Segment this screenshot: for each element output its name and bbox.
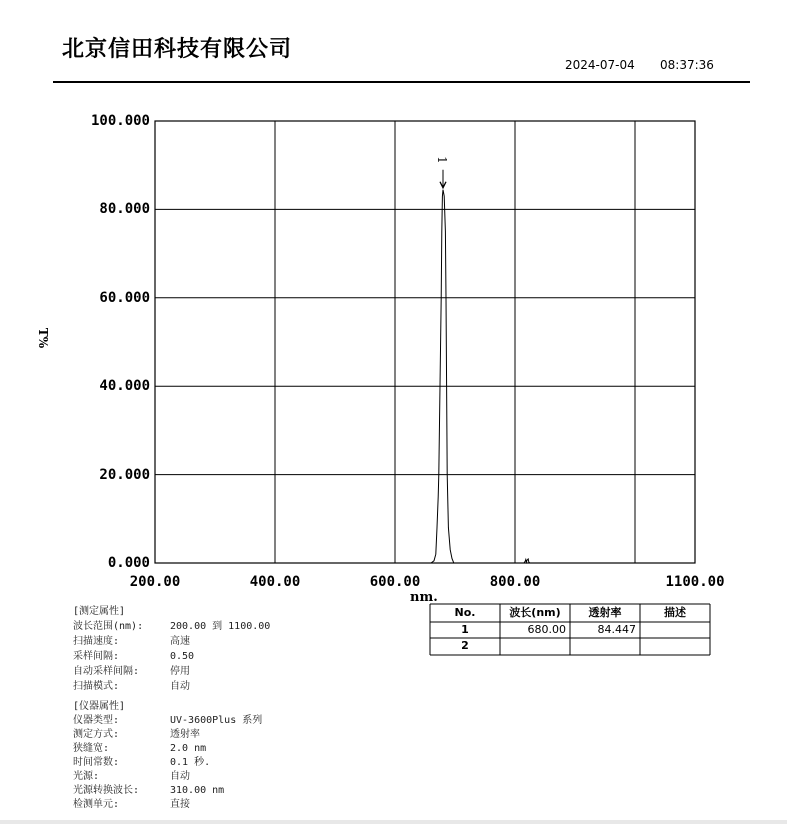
y-tick-label: 80.000 (99, 201, 150, 218)
prop-value: 自动 (170, 681, 190, 692)
header-transmittance: 透射率 (588, 606, 622, 619)
prop-value: 0.50 (170, 651, 195, 662)
spectrum-line (155, 190, 695, 563)
prop-label: 光源: (73, 771, 100, 782)
prop-value: 0.1 秒. (170, 757, 211, 768)
y-tick-label: 0.000 (107, 555, 150, 571)
x-tick-label: 200.00 (129, 574, 181, 590)
x-axis-label: nm. (410, 590, 438, 605)
prop-label: 扫描模式: (73, 681, 120, 692)
prop-value: 高速 (170, 636, 190, 647)
company-title: 北京信田科技有限公司 (62, 37, 293, 62)
y-tick-label: 20.000 (99, 466, 150, 483)
horizontal-scrollbar[interactable] (0, 820, 787, 824)
prop-label: 测定方式: (73, 729, 120, 740)
prop-label: 仪器类型: (73, 715, 120, 726)
prop-value: 自动 (170, 771, 190, 782)
prop-value: 310.00 nm (170, 785, 225, 796)
x-tick-label: 600.00 (369, 574, 421, 590)
measure-section-title: [测定属性] (73, 606, 126, 617)
x-tick-label: 1100.00 (665, 574, 725, 590)
x-tick-label: 800.00 (489, 574, 541, 590)
y-axis-label: T% (36, 327, 51, 349)
prop-label: 波长范围(nm): (73, 621, 144, 632)
cell-wavelength: 680.00 (527, 623, 566, 636)
y-tick-label: 60.000 (99, 289, 150, 306)
header-divider (53, 81, 750, 83)
instrument-section-title: [仪器属性] (73, 701, 126, 712)
prop-label: 扫描速度: (73, 636, 120, 647)
prop-label: 光源转换波长: (73, 785, 140, 796)
prop-label: 自动采样间隔: (73, 666, 140, 677)
prop-label: 检测单元: (73, 799, 120, 810)
cell-transmittance: 84.447 (597, 623, 636, 636)
peak-label: 1 (434, 155, 449, 164)
plot-frame (155, 121, 695, 563)
prop-value: 停用 (170, 666, 190, 677)
prop-value: 2.0 nm (170, 743, 207, 754)
cell-no: 1 (461, 623, 469, 636)
prop-label: 时间常数: (73, 757, 120, 768)
header-wavelength: 波长(nm) (509, 606, 561, 619)
prop-value: UV-3600Plus 系列 (170, 715, 263, 726)
prop-label: 狭缝宽: (73, 743, 110, 754)
cell-no: 2 (461, 639, 469, 652)
header-description: 描述 (664, 606, 686, 619)
report-time: 08:37:36 (660, 58, 714, 72)
report-date: 2024-07-04 (565, 58, 635, 72)
y-tick-label: 100.000 (90, 113, 150, 129)
prop-label: 采样间隔: (73, 651, 120, 662)
header-no: No. (454, 606, 476, 619)
y-tick-label: 40.000 (99, 378, 150, 395)
prop-value: 透射率 (170, 729, 200, 740)
prop-value: 直接 (170, 799, 190, 810)
prop-value: 200.00 到 1100.00 (170, 621, 271, 632)
x-tick-label: 400.00 (249, 574, 301, 590)
